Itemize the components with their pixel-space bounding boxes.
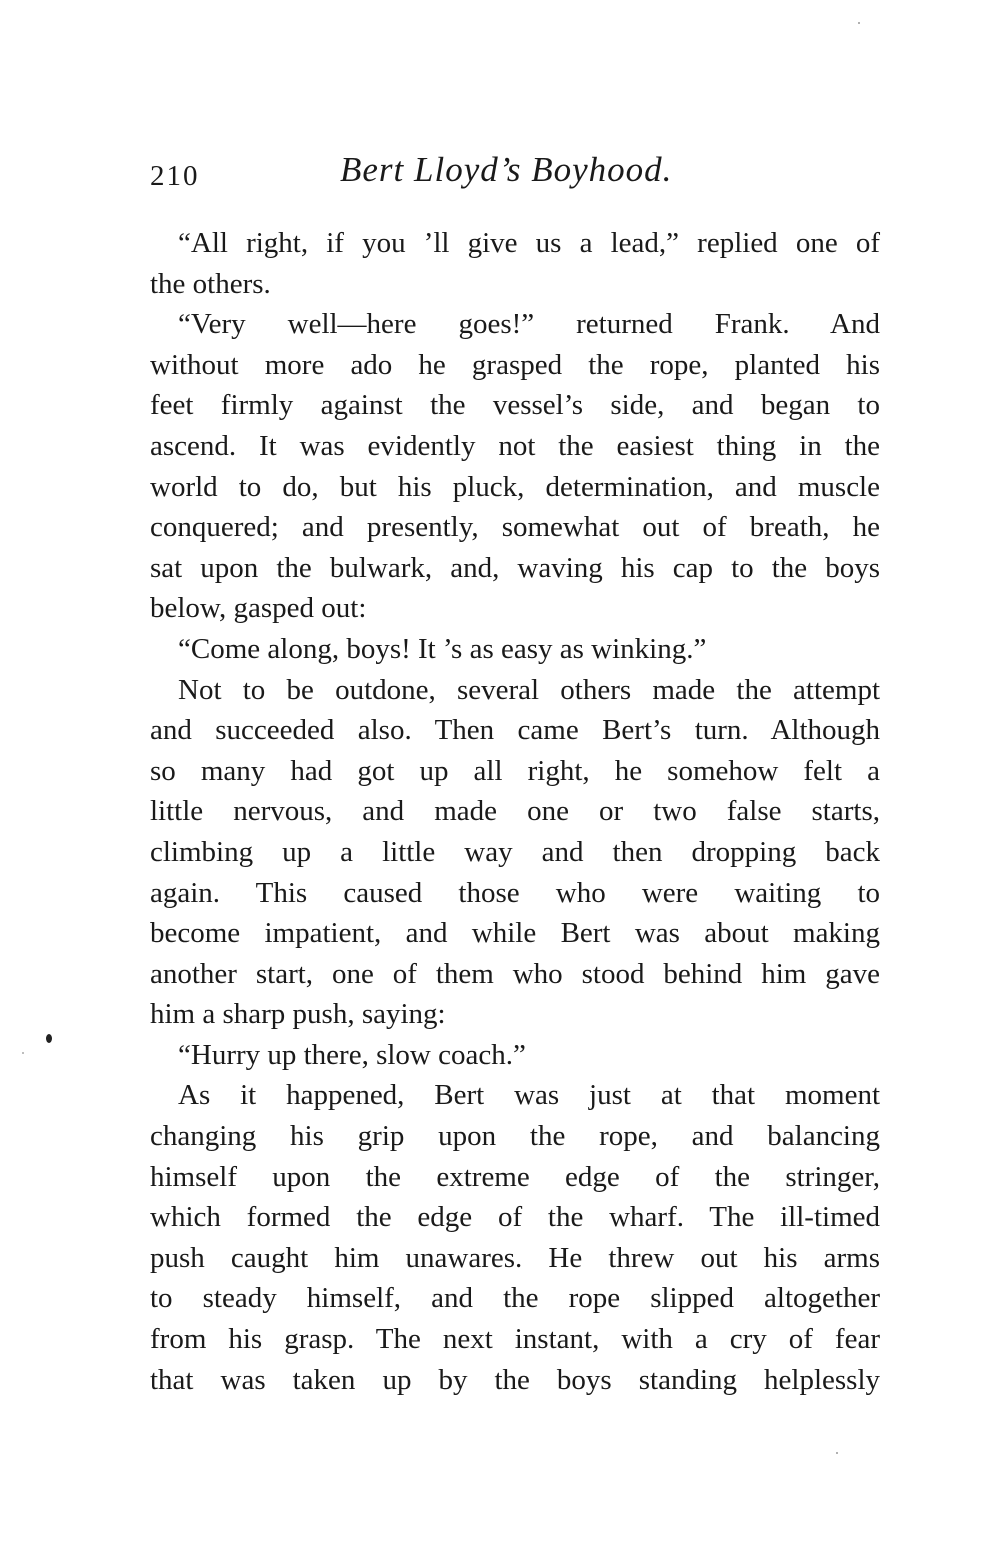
text-line: conquered; and presently, somewhat out of breath, he xyxy=(150,511,880,544)
text-line: that was taken up by the boys standing helplessly xyxy=(150,1363,880,1396)
ink-speck xyxy=(836,1452,838,1454)
text-line: “Hurry up there, slow coach.” xyxy=(178,1038,526,1071)
text-line: again. This caused those who were waiting to xyxy=(150,876,880,909)
text-line: him a sharp push, saying: xyxy=(150,998,446,1031)
body-text xyxy=(150,223,880,1400)
text-line: to steady himself, and the rope slipped altogether xyxy=(150,1282,880,1315)
text-line: and succeeded also. Then came Bert’s turn. Although xyxy=(150,714,880,747)
text-line: Not to be outdone, several others made the attempt xyxy=(178,673,880,706)
text-line: himself upon the extreme edge of the stringer, xyxy=(150,1160,880,1193)
text-line: below, gasped out: xyxy=(150,592,367,625)
text-line: As it happened, Bert was just at that moment xyxy=(178,1079,880,1112)
text-line: feet firmly against the vessel’s side, and began to xyxy=(150,389,880,422)
page-number: 210 xyxy=(150,160,200,192)
text-line: from his grasp. The next instant, with a cry of fear xyxy=(150,1323,880,1356)
ink-speck xyxy=(858,22,860,24)
ink-speck xyxy=(46,1034,52,1043)
text-line: “Very well—here goes!” returned Frank. And xyxy=(178,308,880,341)
ink-speck xyxy=(22,1052,24,1054)
text-line: which formed the edge of the wharf. The ill-timed xyxy=(150,1201,880,1234)
text-line: become impatient, and while Bert was about making xyxy=(150,917,880,950)
text-line: without more ado he grasped the rope, planted his xyxy=(150,348,880,381)
text-line: world to do, but his pluck, determination, and muscle xyxy=(150,470,880,503)
text-line: changing his grip upon the rope, and balancing xyxy=(150,1120,880,1153)
text-line: ascend. It was evidently not the easiest thing in the xyxy=(150,429,880,462)
page-header xyxy=(150,150,880,200)
text-line: “Come along, boys! It ’s as easy as winking.” xyxy=(178,632,707,665)
text-line: another start, one of them who stood behind him gave xyxy=(150,957,880,990)
text-line: “All right, if you ’ll give us a lead,” replied one of xyxy=(178,227,880,259)
text-line: sat upon the bulwark, and, waving his cap to the boys xyxy=(150,551,880,584)
text-line: the others. xyxy=(150,267,271,300)
text-line: climbing up a little way and then dropping back xyxy=(150,835,880,868)
text-line: push caught him unawares. He threw out his arms xyxy=(150,1241,880,1274)
text-line: little nervous, and made one or two false starts, xyxy=(150,795,880,828)
running-title: Bert Lloyd’s Boyhood. xyxy=(340,150,673,189)
text-line: so many had got up all right, he somehow felt a xyxy=(150,754,880,787)
